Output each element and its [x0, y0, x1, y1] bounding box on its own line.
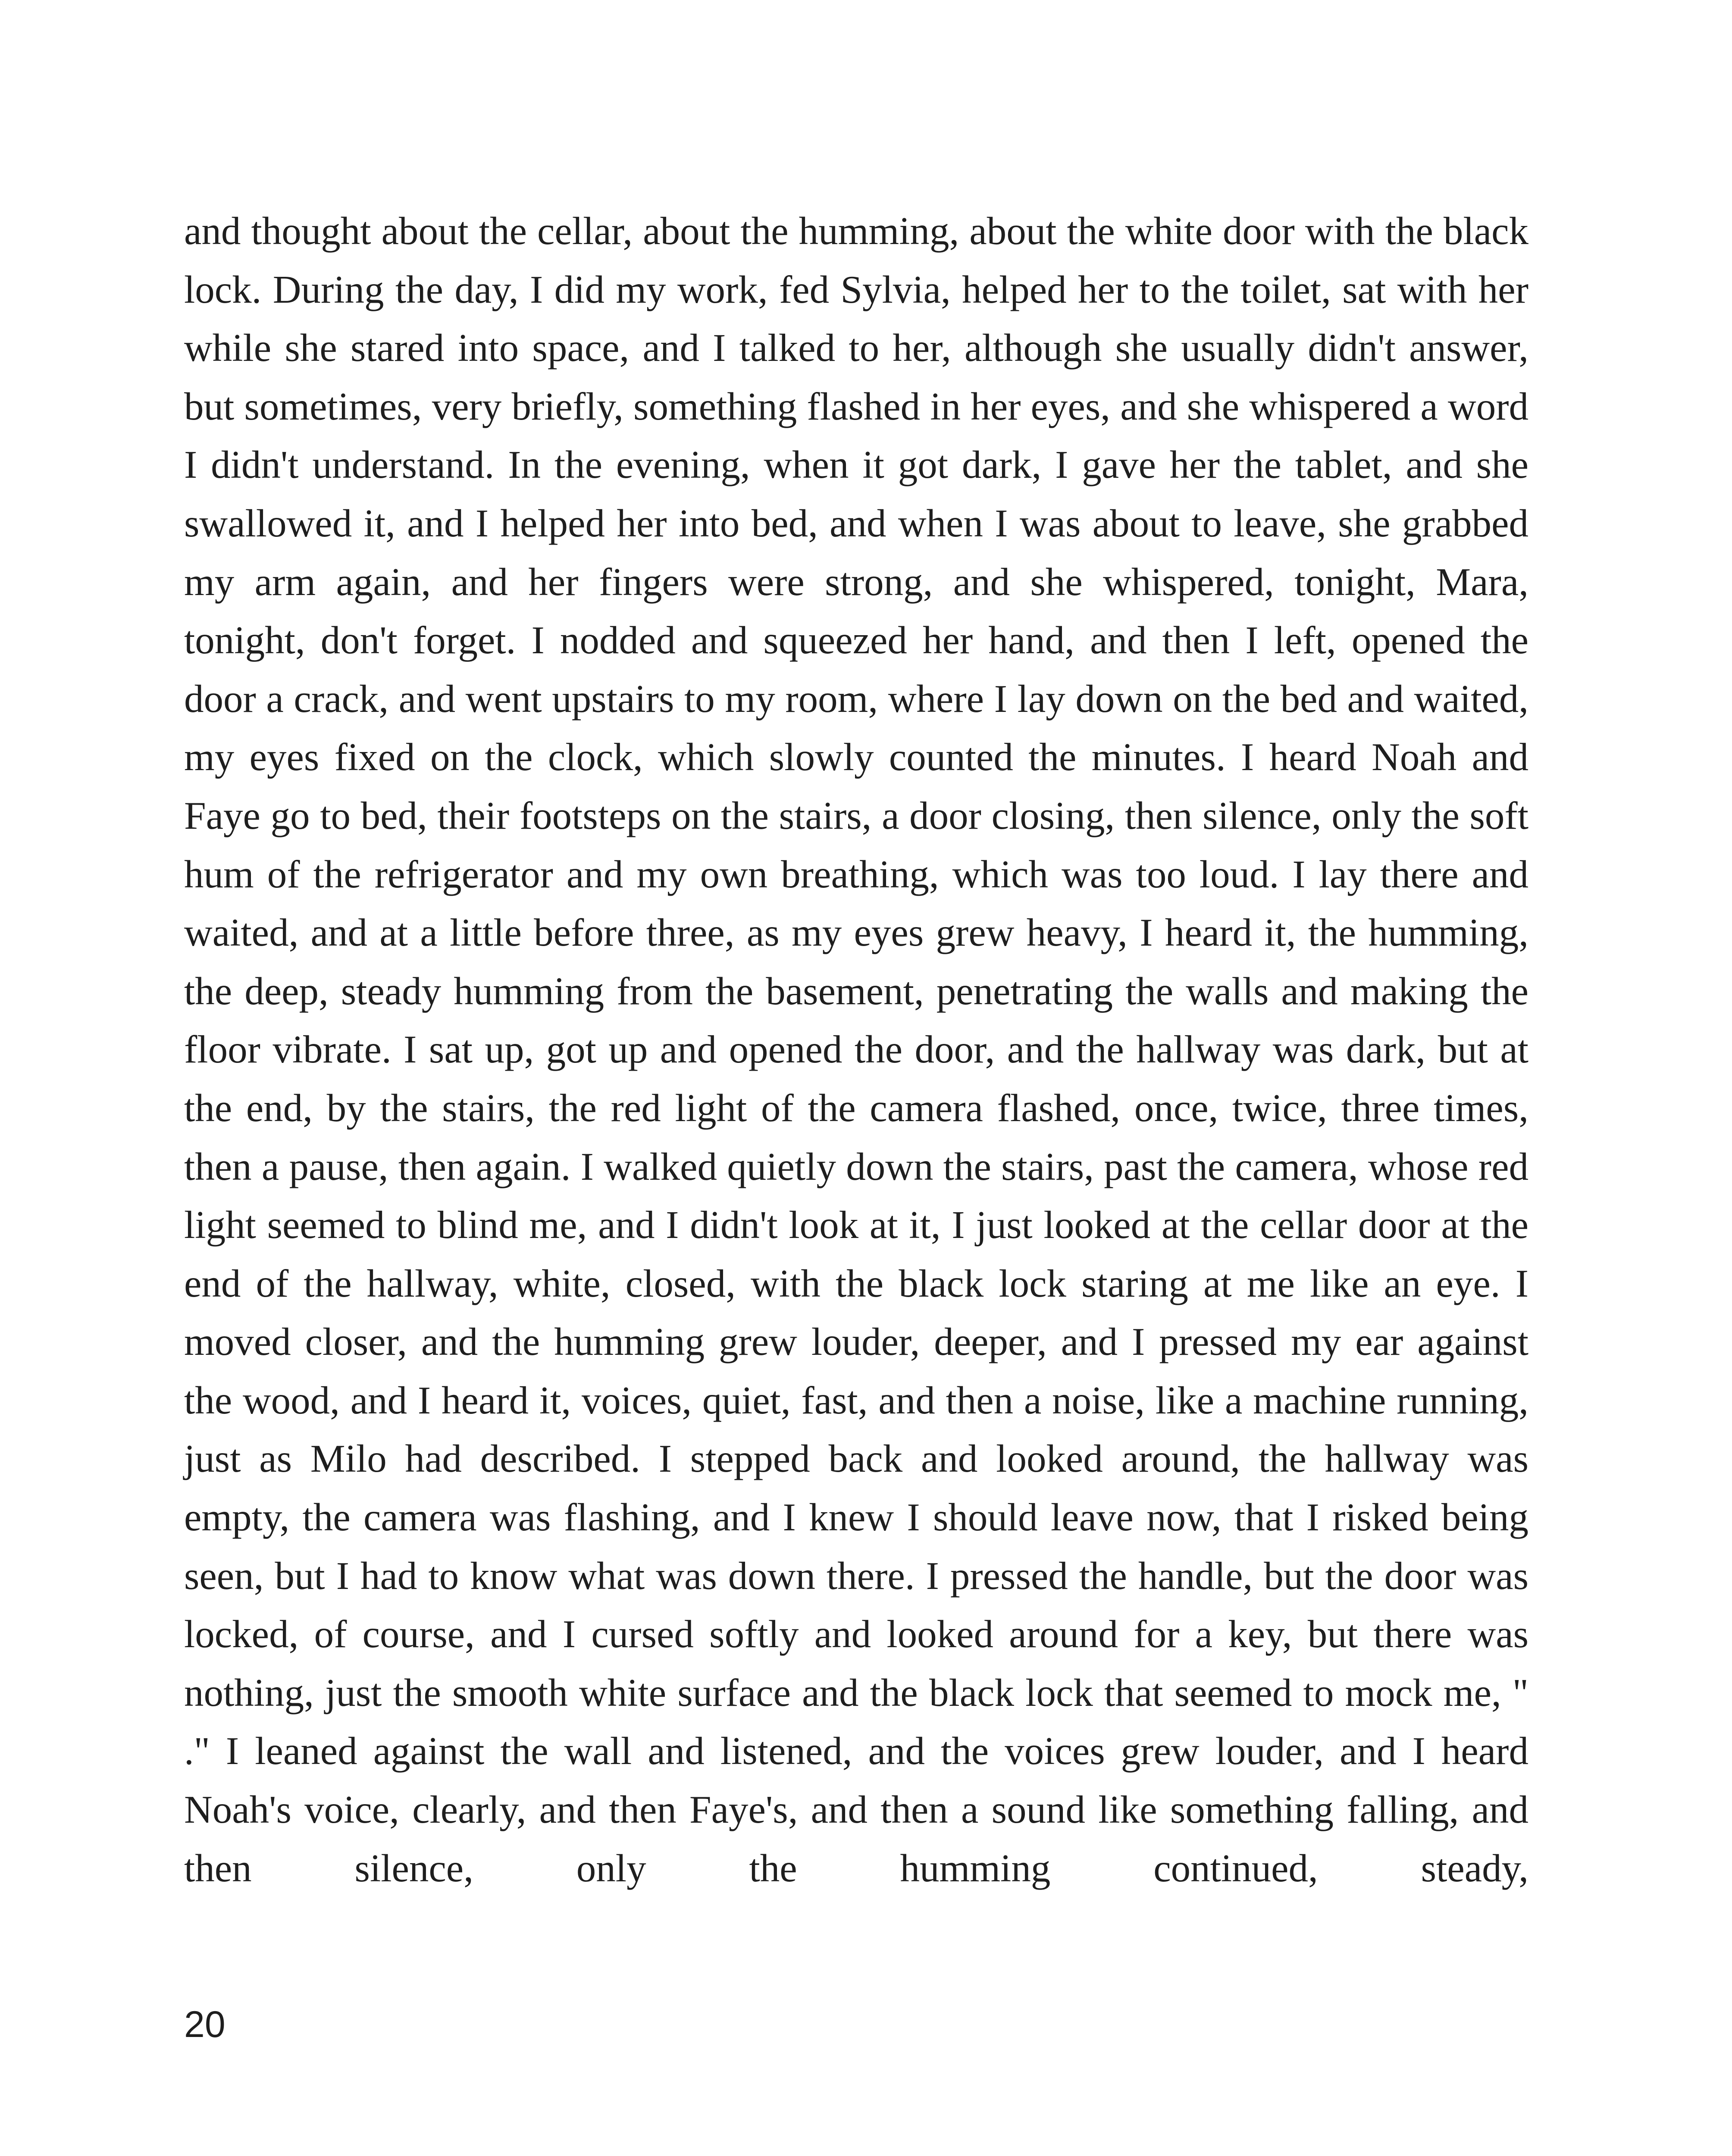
body-paragraph: and thought about the cellar, about the humming, about the white door with the black lock. During the day, I did my work, fed Sylvia, helped her to the toilet, sat with her while she stared into space, and I talked to her, although she usually didn't answer, but sometimes, very briefly, something flashed in her eyes, and she whispered a word I didn't understand. In the evening, when it got dark, I gave her the tablet, and she swallowed it, and I helped her into bed, and when I was about to leave, she grabbed my arm again, and her fingers were strong, and she whispered, tonight, Mara, tonight, don't forget. I nodded and squeezed her hand, and then I left, opened the door a crack, and went upstairs to my room, where I lay down on the bed and waited, my eyes fixed on the clock, which slowly counted the minutes. I heard Noah and Faye go to bed, their footsteps on the stairs, a door closing, then silence, only the soft hum of the refrigerator and my own breathing, which was too loud. I lay there and waited, and at a little before three, as my eyes grew heavy, I heard it, the humming, the deep, steady humming from the basement, penetrating the walls and making the floor vibrate. I sat up, got up and opened the door, and the hallway was dark, but at the end, by the stairs, the red light of the camera flashed, once, twice, three times, then a pause, then again. I walked quietly down the stairs, past the camera, whose red light seemed to blind me, and I didn't look at it, I just looked at the cellar door at the end of the hallway, white, closed, with the black lock staring at me like an eye. I moved closer, and the humming grew louder, deeper, and I pressed my ear against the wood, and I heard it, voices, quiet, fast, and then a noise, like a machine running, just as Milo had described. I stepped back and looked around, the hallway was empty, the camera was flashing, and I knew I should leave now, that I risked being seen, but I had to know what was down there. I pressed the handle, but the door was locked, of course, and I cursed softly and looked around for a key, but there was nothing, just the smooth white surface and the black lock that seemed to mock me, " ." I leaned against the wall and listened, and the voices grew louder, and I heard Noah's voice, clearly, and then Faye's, and then a sound like something falling, and then silence, only the humming continued, steady, — [184, 209, 1528, 1890]
page-number: 20 — [184, 2004, 226, 2045]
